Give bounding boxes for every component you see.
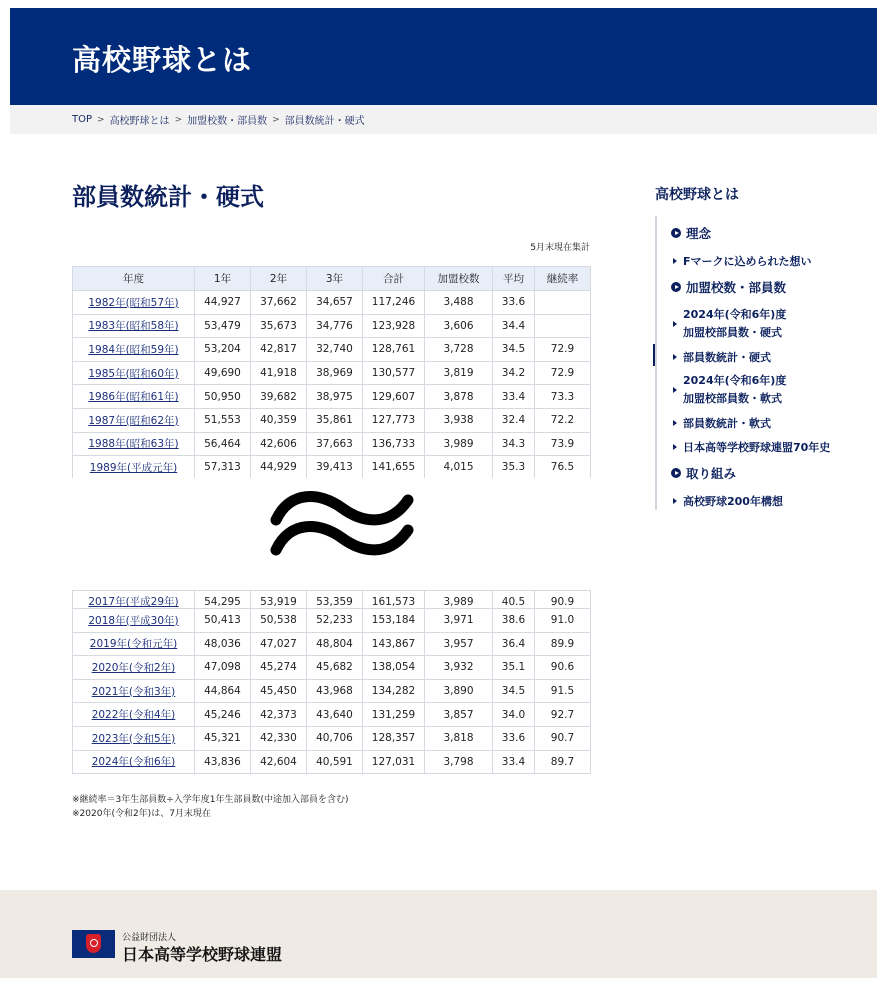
col-header-retention: 継続率 xyxy=(535,267,591,291)
year-cell xyxy=(73,750,195,774)
sidebar-item-initiatives[interactable] xyxy=(671,464,736,482)
table-cell: 48,036 xyxy=(195,632,251,656)
footer-org-type: 公益財団法人 xyxy=(122,933,177,943)
table-row xyxy=(73,632,591,656)
year-link[interactable]: 1985年(昭和60年) xyxy=(88,367,179,380)
table-cell: 53,359 xyxy=(307,591,363,609)
table-header-row xyxy=(73,267,591,291)
table-row xyxy=(73,609,591,633)
sidebar-item-stats-soft[interactable] xyxy=(673,415,771,431)
sidebar-item-label: 日本高等学校野球連盟70年史 xyxy=(683,441,831,454)
table-cell: 3,932 xyxy=(425,656,493,680)
sidebar-item-label: 高校野球200年構想 xyxy=(683,495,783,508)
table-cell: 3,488 xyxy=(425,291,493,315)
sidebar-item-2024-hard[interactable] xyxy=(673,306,786,342)
year-cell xyxy=(73,361,195,385)
table-cell: 33.6 xyxy=(493,726,535,750)
table-cell: 143,867 xyxy=(363,632,425,656)
table-cell: 138,054 xyxy=(363,656,425,680)
year-cell xyxy=(73,314,195,338)
year-cell xyxy=(73,726,195,750)
table-cell: 3,819 xyxy=(425,361,493,385)
breadcrumb-current: 部員数統計・硬式 xyxy=(284,116,365,127)
table-cell: 34.3 xyxy=(493,432,535,456)
year-link[interactable]: 2021年(令和3年) xyxy=(91,685,176,698)
table-cell: 128,357 xyxy=(363,726,425,750)
table-cell: 3,938 xyxy=(425,408,493,432)
aggregation-note: 5月末現在集計 xyxy=(530,243,590,253)
table-cell: 45,321 xyxy=(195,726,251,750)
year-link[interactable]: 1987年(昭和62年) xyxy=(88,414,179,427)
triangle-right-icon xyxy=(673,258,677,264)
stats-table-top xyxy=(72,266,591,480)
table-cell: 36.4 xyxy=(493,632,535,656)
table-row xyxy=(73,703,591,727)
sidebar-title: 高校野球とは xyxy=(655,187,739,203)
table-cell: 45,274 xyxy=(251,656,307,680)
federation-logo-icon[interactable] xyxy=(72,930,115,958)
table-cell: 37,663 xyxy=(307,432,363,456)
sidebar-item-label: 理念 xyxy=(686,226,712,241)
table-cell: 72.2 xyxy=(535,408,591,432)
table-cell: 72.9 xyxy=(535,361,591,385)
table-notes xyxy=(72,793,349,821)
table-cell: 39,682 xyxy=(251,385,307,409)
table-cell: 38.6 xyxy=(493,609,535,633)
table-cell: 3,818 xyxy=(425,726,493,750)
table-cell: 3,890 xyxy=(425,679,493,703)
year-cell xyxy=(73,385,195,409)
breadcrumb-members[interactable]: 加盟校数・部員数 xyxy=(187,116,268,127)
table-cell: 123,928 xyxy=(363,314,425,338)
table-cell: 53,204 xyxy=(195,338,251,362)
table-cell: 91.5 xyxy=(535,679,591,703)
table-cell: 34.5 xyxy=(493,338,535,362)
triangle-right-icon xyxy=(673,387,677,393)
page-title: 部員数統計・硬式 xyxy=(72,183,264,211)
table-cell: 37,662 xyxy=(251,291,307,315)
year-cell xyxy=(73,703,195,727)
table-cell: 35.3 xyxy=(493,456,535,480)
sidebar-item-label: 2024年(令和6年)度 xyxy=(683,374,787,387)
year-cell xyxy=(73,632,195,656)
table-cell: 42,373 xyxy=(251,703,307,727)
table-cell: 47,027 xyxy=(251,632,307,656)
table-cell: 4,015 xyxy=(425,456,493,480)
sidebar-item-label: Fマークに込められた想い xyxy=(683,255,812,268)
table-cell: 44,864 xyxy=(195,679,251,703)
table-cell: 153,184 xyxy=(363,609,425,633)
sidebar-item-label: 部員数統計・硬式 xyxy=(683,351,771,364)
sidebar-item-label: 加盟校部員数・軟式 xyxy=(683,392,782,405)
table-row xyxy=(73,338,591,362)
table-cell: 33.4 xyxy=(493,750,535,774)
table-cell: 34,657 xyxy=(307,291,363,315)
year-link[interactable]: 1989年(平成元年) xyxy=(89,461,178,474)
table-cell: 72.9 xyxy=(535,338,591,362)
sidebar-item-label: 取り組み xyxy=(686,466,737,481)
table-cell: 32,740 xyxy=(307,338,363,362)
table-cell: 45,682 xyxy=(307,656,363,680)
table-cell: 42,606 xyxy=(251,432,307,456)
year-link[interactable]: 1982年(昭和57年) xyxy=(88,296,179,309)
table-cell: 53,479 xyxy=(195,314,251,338)
year-link[interactable]: 2018年(平成30年) xyxy=(88,614,179,627)
sidebar-item-philosophy[interactable] xyxy=(671,224,711,242)
table-cell: 3,606 xyxy=(425,314,493,338)
table-cell: 48,804 xyxy=(307,632,363,656)
table-row xyxy=(73,456,591,480)
triangle-right-icon xyxy=(673,444,677,450)
table-cell: 33.6 xyxy=(493,291,535,315)
table-cell: 52,233 xyxy=(307,609,363,633)
table-cell: 90.9 xyxy=(535,591,591,609)
breadcrumb-separator: > xyxy=(174,114,183,125)
col-header-average: 平均 xyxy=(493,267,535,291)
table-cell: 44,929 xyxy=(251,456,307,480)
table-cell: 3,971 xyxy=(425,609,493,633)
table-cell: 43,836 xyxy=(195,750,251,774)
year-cell xyxy=(73,591,195,609)
year-link[interactable]: 2024年(令和6年) xyxy=(91,756,176,769)
year-cell xyxy=(73,408,195,432)
table-cell: 128,761 xyxy=(363,338,425,362)
table-row xyxy=(73,432,591,456)
table-cell: 40.5 xyxy=(493,591,535,609)
stats-table-bottom xyxy=(72,590,591,774)
year-cell xyxy=(73,679,195,703)
year-cell xyxy=(73,338,195,362)
footer-org-name[interactable]: 日本高等学校野球連盟 xyxy=(122,945,283,964)
sidebar-item-f-mark[interactable] xyxy=(673,253,812,269)
table-row xyxy=(73,656,591,680)
table-cell: 53,919 xyxy=(251,591,307,609)
table-cell: 56,464 xyxy=(195,432,251,456)
triangle-right-icon xyxy=(673,321,677,327)
col-header-year: 年度 xyxy=(73,267,195,291)
triangle-right-icon xyxy=(673,354,677,360)
table-cell: 134,282 xyxy=(363,679,425,703)
table-cell: 34.2 xyxy=(493,361,535,385)
table-cell: 42,330 xyxy=(251,726,307,750)
table-cell: 3,857 xyxy=(425,703,493,727)
sidebar-item-label: 加盟校部員数・硬式 xyxy=(683,326,782,339)
table-cell: 34,776 xyxy=(307,314,363,338)
table-cell: 33.4 xyxy=(493,385,535,409)
table-cell: 35,861 xyxy=(307,408,363,432)
year-cell xyxy=(73,432,195,456)
table-cell: 34.5 xyxy=(493,679,535,703)
triangle-right-icon xyxy=(673,420,677,426)
date-note: ※2020年(令和2年)は、7月末現在 xyxy=(72,809,211,819)
table-cell: 129,607 xyxy=(363,385,425,409)
breadcrumb xyxy=(10,105,877,134)
table-cell: 43,640 xyxy=(307,703,363,727)
year-link[interactable]: 1988年(昭和63年) xyxy=(88,438,179,451)
table-cell: 34.4 xyxy=(493,314,535,338)
table-cell: 3,989 xyxy=(425,591,493,609)
sidebar-nav xyxy=(655,216,865,510)
table-cell: 45,450 xyxy=(251,679,307,703)
header-banner xyxy=(10,8,877,105)
table-row xyxy=(73,361,591,385)
table-row xyxy=(73,726,591,750)
table-cell: 3,878 xyxy=(425,385,493,409)
omission-wave-icon xyxy=(262,488,422,568)
sidebar-item-label: 加盟校数・部員数 xyxy=(686,280,787,295)
table-cell: 3,728 xyxy=(425,338,493,362)
col-header-third-year: 3年 xyxy=(307,267,363,291)
table-cell: 34.0 xyxy=(493,703,535,727)
table-cell: 35,673 xyxy=(251,314,307,338)
year-link[interactable]: 2022年(令和4年) xyxy=(91,709,176,722)
table-cell: 90.7 xyxy=(535,726,591,750)
table-row xyxy=(73,291,591,315)
table-cell: 42,817 xyxy=(251,338,307,362)
retention-note: ※継続率＝3年生部員数÷入学年度1年生部員数(中途加入部員を含む) xyxy=(72,795,349,805)
table-row xyxy=(73,408,591,432)
table-cell: 76.5 xyxy=(535,456,591,480)
table-cell: 3,957 xyxy=(425,632,493,656)
sidebar-item-label: 部員数統計・軟式 xyxy=(683,417,771,430)
table-cell: 3,798 xyxy=(425,750,493,774)
breadcrumb-separator: > xyxy=(272,114,280,125)
table-cell xyxy=(535,291,591,315)
sidebar-item-label: 2024年(令和6年)度 xyxy=(683,308,787,321)
table-row xyxy=(73,385,591,409)
shield-icon xyxy=(86,934,101,953)
col-header-first-year: 1年 xyxy=(195,267,251,291)
sidebar-item-70-years[interactable] xyxy=(673,439,830,455)
table-cell: 54,295 xyxy=(195,591,251,609)
table-row xyxy=(73,750,591,774)
table-cell: 44,927 xyxy=(195,291,251,315)
table-cell: 38,975 xyxy=(307,385,363,409)
breadcrumb-top[interactable]: TOP xyxy=(72,114,93,125)
year-cell xyxy=(73,609,195,633)
table-cell: 3,989 xyxy=(425,432,493,456)
table-cell: 39,413 xyxy=(307,456,363,480)
table-cell: 141,655 xyxy=(363,456,425,480)
table-cell: 45,246 xyxy=(195,703,251,727)
table-cell: 89.9 xyxy=(535,632,591,656)
circle-arrow-icon xyxy=(671,228,681,238)
year-link[interactable]: 1983年(昭和58年) xyxy=(88,320,179,333)
table-cell: 50,538 xyxy=(251,609,307,633)
year-cell xyxy=(73,291,195,315)
table-cell: 50,413 xyxy=(195,609,251,633)
table-cell: 40,591 xyxy=(307,750,363,774)
table-cell: 127,031 xyxy=(363,750,425,774)
table-cell: 136,733 xyxy=(363,432,425,456)
table-cell: 73.9 xyxy=(535,432,591,456)
table-cell: 32.4 xyxy=(493,408,535,432)
year-link[interactable]: 2019年(令和元年) xyxy=(89,638,178,651)
table-cell: 42,604 xyxy=(251,750,307,774)
table-row xyxy=(73,314,591,338)
table-cell: 40,706 xyxy=(307,726,363,750)
table-cell: 127,773 xyxy=(363,408,425,432)
year-cell xyxy=(73,456,195,480)
col-header-total: 合計 xyxy=(363,267,425,291)
breadcrumb-separator: > xyxy=(97,114,105,125)
circle-arrow-icon xyxy=(671,468,681,478)
sidebar-item-200-year[interactable] xyxy=(673,493,783,509)
table-row xyxy=(73,591,591,609)
sidebar-item-stats-hard[interactable] xyxy=(673,349,771,365)
table-cell: 47,098 xyxy=(195,656,251,680)
col-header-second-year: 2年 xyxy=(251,267,307,291)
sidebar-item-2024-soft[interactable] xyxy=(673,372,786,408)
table-cell: 43,968 xyxy=(307,679,363,703)
year-cell xyxy=(73,656,195,680)
table-cell: 38,969 xyxy=(307,361,363,385)
table-cell: 35.1 xyxy=(493,656,535,680)
year-link[interactable]: 1986年(昭和61年) xyxy=(88,391,179,404)
table-cell xyxy=(535,314,591,338)
year-link[interactable]: 2020年(令和2年) xyxy=(91,661,176,674)
table-cell: 57,313 xyxy=(195,456,251,480)
table-row xyxy=(73,679,591,703)
table-cell: 91.0 xyxy=(535,609,591,633)
table-cell: 92.7 xyxy=(535,703,591,727)
table-cell: 41,918 xyxy=(251,361,307,385)
sidebar-item-members[interactable] xyxy=(671,278,786,296)
table-cell: 117,246 xyxy=(363,291,425,315)
year-link[interactable]: 2023年(令和5年) xyxy=(91,732,176,745)
table-cell: 130,577 xyxy=(363,361,425,385)
table-cell: 50,950 xyxy=(195,385,251,409)
table-cell: 89.7 xyxy=(535,750,591,774)
year-link[interactable]: 2017年(平成29年) xyxy=(88,596,179,608)
breadcrumb-about[interactable]: 高校野球とは xyxy=(109,116,170,127)
table-cell: 73.3 xyxy=(535,385,591,409)
table-cell: 51,553 xyxy=(195,408,251,432)
table-cell: 49,690 xyxy=(195,361,251,385)
col-header-schools: 加盟校数 xyxy=(425,267,493,291)
header-title: 高校野球とは xyxy=(72,43,253,77)
table-cell: 40,359 xyxy=(251,408,307,432)
year-link[interactable]: 1984年(昭和59年) xyxy=(88,343,179,356)
circle-arrow-icon xyxy=(671,282,681,292)
table-cell: 161,573 xyxy=(363,591,425,609)
table-cell: 131,259 xyxy=(363,703,425,727)
triangle-right-icon xyxy=(673,498,677,504)
table-cell: 90.6 xyxy=(535,656,591,680)
